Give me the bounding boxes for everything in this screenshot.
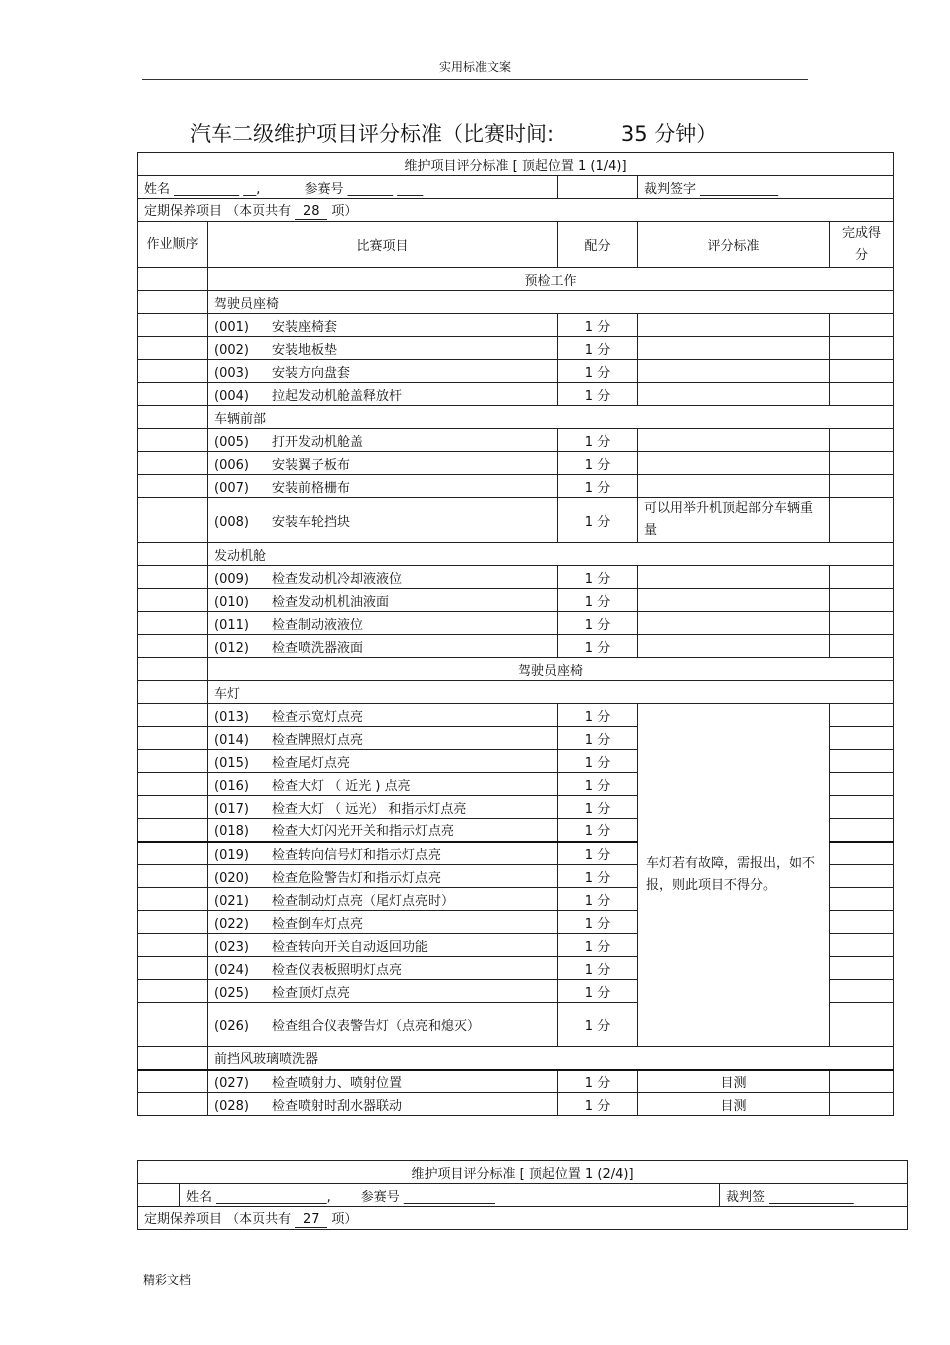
result-cell [830,957,894,980]
result-cell [830,1070,894,1093]
subsection-lights: 车灯 [208,681,894,704]
referee-field: 裁判签 _____________ [720,1184,908,1207]
item-score: 1 分 [558,498,638,543]
header-result: 完成得分 [830,222,894,268]
page-header: 实用标准文案 [438,60,511,74]
title-main: 汽车二级维护项目评分标准（比赛时间: [190,122,555,146]
result-cell [830,934,894,957]
total-count: 27 [295,1212,327,1228]
item-score: 1 分 [558,635,638,658]
name-field: 姓名 __________ __, [144,181,261,197]
item-score: 1 分 [558,566,638,589]
result-cell [830,773,894,796]
result-cell [830,865,894,888]
table-row [138,475,894,498]
table-row [138,612,894,635]
item-no: (024) [214,962,249,978]
table-row [138,1093,894,1116]
item-score: 1 分 [558,888,638,911]
item-score: 1 分 [558,475,638,498]
table-row [138,704,894,727]
participant-field: 参赛号 _______ ____ [304,181,424,197]
item-score: 1 分 [558,819,638,842]
total-prefix: 定期保养项目 （本页共有 [144,204,292,219]
item-name: 检查制动液液位 [272,617,364,633]
scoring-table-2 [137,1160,908,1230]
blank-cell [138,865,208,888]
result-cell [830,566,894,589]
item-no: (002) [214,342,249,358]
item-no: (019) [214,847,249,863]
header-item: 比赛项目 [208,222,558,268]
referee-field: 裁判签字 ____________ [638,176,894,199]
item-score: 1 分 [558,612,638,635]
blank-cell [138,291,208,314]
item-no: (010) [214,594,249,610]
info-cell [180,1184,720,1207]
blank-cell [138,681,208,704]
criteria-cell [638,360,830,383]
blank-cell [138,612,208,635]
criteria-cell [638,383,830,406]
item-no: (009) [214,571,249,587]
item-no: (026) [214,1019,249,1034]
criteria-cell [638,475,830,498]
result-cell [830,1003,894,1047]
criteria-cell [638,429,830,452]
item-no: (011) [214,617,249,633]
info-cell [138,176,558,199]
page-footer: 精彩文档 [143,1273,192,1287]
table-row [138,566,894,589]
blank-cell [138,543,208,566]
scoring-table-1 [137,152,894,1116]
item-no: (015) [214,755,249,771]
item-score: 1 分 [558,589,638,612]
item-score: 1 分 [558,383,638,406]
blank-cell [138,475,208,498]
item-name: 安装前格栅布 [272,480,351,496]
subsection-front: 车辆前部 [208,406,894,429]
table-row [138,429,894,452]
item-name: 检查发动机机油液面 [272,594,390,610]
criteria-cell: 目测 [638,1093,830,1116]
criteria-cell: 可以用举升机顶起部分车辆重量 [638,498,830,543]
item-no: (028) [214,1098,249,1114]
item-name: 检查组合仪表警告灯（点亮和熄灭） [272,1019,481,1034]
item-name: 检查危险警告灯和指示灯点亮 [272,870,442,886]
item-score: 1 分 [558,750,638,773]
item-score: 1 分 [558,360,638,383]
result-cell [830,819,894,842]
blank-cell [138,589,208,612]
item-no: (013) [214,709,249,725]
criteria-cell [638,589,830,612]
result-cell [830,842,894,865]
subsection-washer: 前挡风玻璃喷洗器 [208,1047,894,1070]
item-score: 1 分 [558,1093,638,1116]
blank-cell [138,383,208,406]
table-row [138,635,894,658]
item-name: 打开发动机舱盖 [272,434,364,450]
item-name: 检查转向开关自动返回功能 [272,939,429,955]
result-cell [830,314,894,337]
blank-cell [138,658,208,681]
item-no: (027) [214,1075,249,1091]
item-name: 检查转向信号灯和指示灯点亮 [272,847,442,863]
blank-cell [138,314,208,337]
blank-cell [138,1003,208,1047]
item-name: 检查倒车灯点亮 [272,916,364,932]
blank-cell [138,566,208,589]
item-score: 1 分 [558,773,638,796]
result-cell [830,337,894,360]
section-precheck: 预检工作 [208,268,894,291]
total-prefix: 定期保养项目 （本页共有 [144,1212,292,1227]
item-total [138,199,894,222]
item-no: (025) [214,985,249,1001]
item-score: 1 分 [558,1070,638,1093]
result-cell [830,911,894,934]
header-criteria: 评分标准 [638,222,830,268]
item-name: 安装翼子板布 [272,457,351,473]
item-name: 检查发动机冷却液液位 [272,571,403,587]
participant-field: 参赛号 ______________ [360,1189,495,1205]
criteria-cell: 目测 [638,1070,830,1093]
blank-cell [138,934,208,957]
table-row [138,314,894,337]
title-minutes: 35 分钟） [620,122,718,146]
result-cell [830,1093,894,1116]
table-row [138,337,894,360]
table-row [138,360,894,383]
result-cell [830,888,894,911]
lights-criteria: 车灯若有故障，需报出，如不报，则此项目不得分。 [638,704,830,1047]
header-score: 配分 [558,222,638,268]
item-name: 拉起发动机舱盖释放杆 [272,388,403,404]
result-cell [830,452,894,475]
blank-cell [138,1047,208,1070]
blank-cell [138,268,208,291]
item-score: 1 分 [558,314,638,337]
item-no: (006) [214,457,249,473]
item-no: (021) [214,893,249,909]
blank-cell [138,727,208,750]
total-suffix: 项） [331,1212,358,1227]
item-name: 检查仪表板照明灯点亮 [272,962,403,978]
result-cell [830,589,894,612]
item-score: 1 分 [558,1003,638,1047]
result-cell [830,475,894,498]
blank-cell [138,360,208,383]
table-row [138,589,894,612]
blank-cell [138,911,208,934]
result-cell [830,498,894,543]
table-row [138,498,894,543]
item-name: 安装方向盘套 [272,365,351,381]
item-no: (020) [214,870,249,886]
item-no: (001) [214,319,249,335]
result-cell [830,612,894,635]
item-score: 1 分 [558,452,638,475]
item-no: (023) [214,939,249,955]
blank-cell [138,1070,208,1093]
item-score: 1 分 [558,429,638,452]
item-name: 安装车轮挡块 [272,514,351,530]
item-name: 检查喷洗器液面 [272,640,364,656]
item-score: 1 分 [558,727,638,750]
item-score: 1 分 [558,934,638,957]
item-no: (007) [214,480,249,496]
blank-cell [138,888,208,911]
blank-cell [138,957,208,980]
blank-cell [138,796,208,819]
criteria-cell [638,314,830,337]
blank-cell [138,406,208,429]
page-title [190,118,717,148]
total-suffix: 项） [331,204,358,219]
item-no: (016) [214,778,249,794]
blank-cell [138,704,208,727]
item-no: (018) [214,824,249,840]
section-seat: 驾驶员座椅 [208,658,894,681]
item-score: 1 分 [558,337,638,360]
blank-cell [138,750,208,773]
table-row [138,452,894,475]
subsection-engine: 发动机舱 [208,543,894,566]
item-no: (014) [214,732,249,748]
item-no: (012) [214,640,249,656]
item-name: 检查制动灯点亮（尾灯点亮时） [272,893,455,909]
blank-cell [138,452,208,475]
item-name: 安装座椅套 [272,319,338,335]
item-name: 检查顶灯点亮 [272,985,351,1001]
criteria-cell [638,635,830,658]
result-cell [830,750,894,773]
header-seq: 作业顺序 [138,222,208,268]
info-blank [558,176,638,199]
result-cell [830,429,894,452]
item-score: 1 分 [558,842,638,865]
item-score: 1 分 [558,865,638,888]
item-no: (004) [214,388,249,404]
criteria-cell [638,612,830,635]
table-row [138,383,894,406]
result-cell [830,727,894,750]
blank-cell [138,819,208,842]
criteria-cell [638,452,830,475]
blank-cell [138,635,208,658]
item-name: 检查喷射力、喷射位置 [272,1075,403,1091]
item-name: 检查牌照灯点亮 [272,732,364,748]
result-cell [830,980,894,1003]
table-banner: 维护项目评分标准 [ 顶起位置 1 (1/4)] [138,153,894,176]
blank-cell [138,1184,180,1207]
blank-cell [138,980,208,1003]
total-count: 28 [295,204,327,220]
item-score: 1 分 [558,911,638,934]
item-no: (022) [214,916,249,932]
result-cell [830,360,894,383]
item-score: 1 分 [558,704,638,727]
table-row [138,1070,894,1093]
item-score: 1 分 [558,796,638,819]
blank-cell [138,429,208,452]
item-name: 检查大灯闪光开关和指示灯点亮 [272,824,455,840]
item-no: (017) [214,801,249,817]
criteria-cell [638,337,830,360]
blank-cell [138,498,208,543]
item-total [138,1207,908,1230]
item-score: 1 分 [558,957,638,980]
table-banner: 维护项目评分标准 [ 顶起位置 1 (2/4)] [138,1161,908,1184]
item-name: 安装地板垫 [272,342,338,358]
blank-cell [138,842,208,865]
item-name: 检查示宽灯点亮 [272,709,364,725]
subsection-seat: 驾驶员座椅 [208,291,894,314]
item-no: (008) [214,514,249,530]
item-name: 检查大灯 （ 远光） 和指示灯点亮 [272,801,467,817]
result-cell [830,704,894,727]
item-name: 检查喷射时刮水器联动 [272,1098,403,1114]
result-cell [830,796,894,819]
blank-cell [138,773,208,796]
result-cell [830,635,894,658]
result-cell [830,383,894,406]
item-no: (005) [214,434,249,450]
blank-cell [138,1093,208,1116]
header-divider [142,79,808,80]
item-name: 检查大灯 （ 近光 ) 点亮 [272,778,411,794]
item-name: 检查尾灯点亮 [272,755,351,771]
criteria-cell [638,566,830,589]
name-field: 姓名 _________________, [186,1189,331,1205]
item-no: (003) [214,365,249,381]
item-score: 1 分 [558,980,638,1003]
blank-cell [138,337,208,360]
